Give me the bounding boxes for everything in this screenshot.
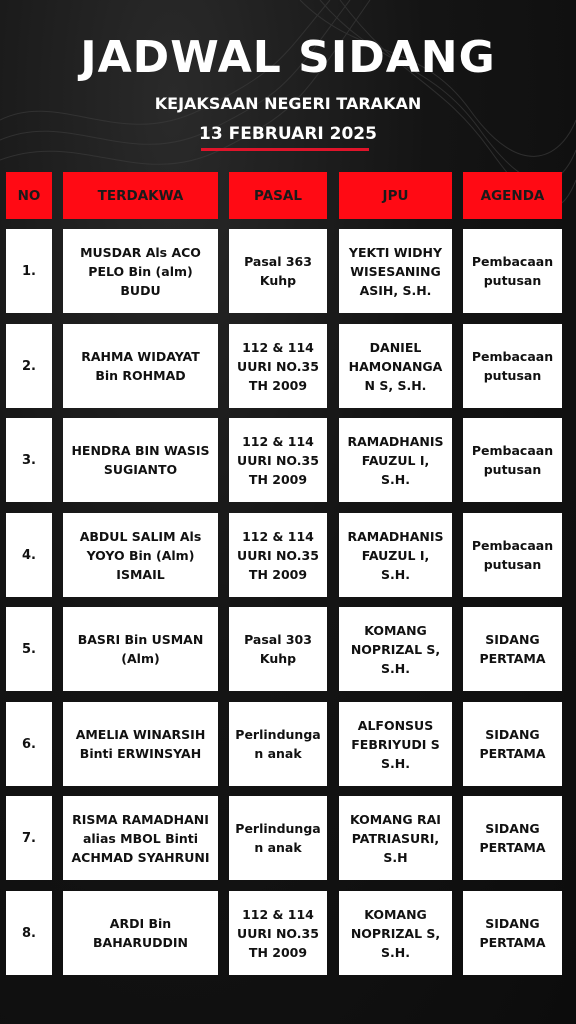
- date-underline: [201, 148, 369, 151]
- row-4-agenda: Pembacaan putusan: [463, 513, 562, 597]
- header-pasal: PASAL: [229, 172, 327, 219]
- row-1-agenda: Pembacaan putusan: [463, 229, 562, 313]
- page-subtitle: KEJAKSAAN NEGERI TARAKAN: [154, 94, 422, 113]
- row-3-pasal: 112 & 114 UURI NO.35 TH 2009: [229, 418, 327, 502]
- row-8-jpu: KOMANG NOPRIZAL S, S.H.: [339, 891, 452, 975]
- schedule-date: 13 FEBRUARI 2025: [199, 124, 377, 144]
- row-2-no: 2.: [6, 324, 52, 408]
- row-3-terdakwa: HENDRA BIN WASIS SUGIANTO: [63, 418, 218, 502]
- row-4-pasal: 112 & 114 UURI NO.35 TH 2009: [229, 513, 327, 597]
- row-4-terdakwa: ABDUL SALIM Als YOYO Bin (Alm) ISMAIL: [63, 513, 218, 597]
- row-6-no: 6.: [6, 702, 52, 786]
- row-7-agenda: SIDANG PERTAMA: [463, 796, 562, 880]
- header-no: NO: [6, 172, 52, 219]
- row-6-jpu: ALFONSUS FEBRIYUDI S S.H.: [339, 702, 452, 786]
- row-6-agenda: SIDANG PERTAMA: [463, 702, 562, 786]
- row-4-no: 4.: [6, 513, 52, 597]
- row-1-no: 1.: [6, 229, 52, 313]
- row-5-no: 5.: [6, 607, 52, 691]
- row-6-pasal: Perlindunga n anak: [229, 702, 327, 786]
- row-5-jpu: KOMANG NOPRIZAL S, S.H.: [339, 607, 452, 691]
- row-8-agenda: SIDANG PERTAMA: [463, 891, 562, 975]
- row-1-pasal: Pasal 363 Kuhp: [229, 229, 327, 313]
- row-7-terdakwa: RISMA RAMADHANI alias MBOL Binti ACHMAD SYAHRUNI: [63, 796, 218, 880]
- row-2-agenda: Pembacaan putusan: [463, 324, 562, 408]
- row-5-agenda: SIDANG PERTAMA: [463, 607, 562, 691]
- row-2-pasal: 112 & 114 UURI NO.35 TH 2009: [229, 324, 327, 408]
- row-8-terdakwa: ARDI Bin BAHARUDDIN: [63, 891, 218, 975]
- row-2-jpu: DANIEL HAMONANGA N S, S.H.: [339, 324, 452, 408]
- row-3-no: 3.: [6, 418, 52, 502]
- row-7-jpu: KOMANG RAI PATRIASURI, S.H: [339, 796, 452, 880]
- header-terdakwa: TERDAKWA: [63, 172, 218, 219]
- page-title: JADWAL SIDANG: [80, 32, 496, 83]
- row-4-jpu: RAMADHANIS FAUZUL I, S.H.: [339, 513, 452, 597]
- row-5-pasal: Pasal 303 Kuhp: [229, 607, 327, 691]
- row-1-terdakwa: MUSDAR Als ACO PELO Bin (alm) BUDU: [63, 229, 218, 313]
- row-6-terdakwa: AMELIA WINARSIH Binti ERWINSYAH: [63, 702, 218, 786]
- header-jpu: JPU: [339, 172, 452, 219]
- row-3-agenda: Pembacaan putusan: [463, 418, 562, 502]
- row-7-no: 7.: [6, 796, 52, 880]
- header-agenda: AGENDA: [463, 172, 562, 219]
- row-8-no: 8.: [6, 891, 52, 975]
- row-8-pasal: 112 & 114 UURI NO.35 TH 2009: [229, 891, 327, 975]
- row-7-pasal: Perlindunga n anak: [229, 796, 327, 880]
- row-5-terdakwa: BASRI Bin USMAN (Alm): [63, 607, 218, 691]
- row-1-jpu: YEKTI WIDHY WISESANING ASIH, S.H.: [339, 229, 452, 313]
- row-3-jpu: RAMADHANIS FAUZUL I, S.H.: [339, 418, 452, 502]
- row-2-terdakwa: RAHMA WIDAYAT Bin ROHMAD: [63, 324, 218, 408]
